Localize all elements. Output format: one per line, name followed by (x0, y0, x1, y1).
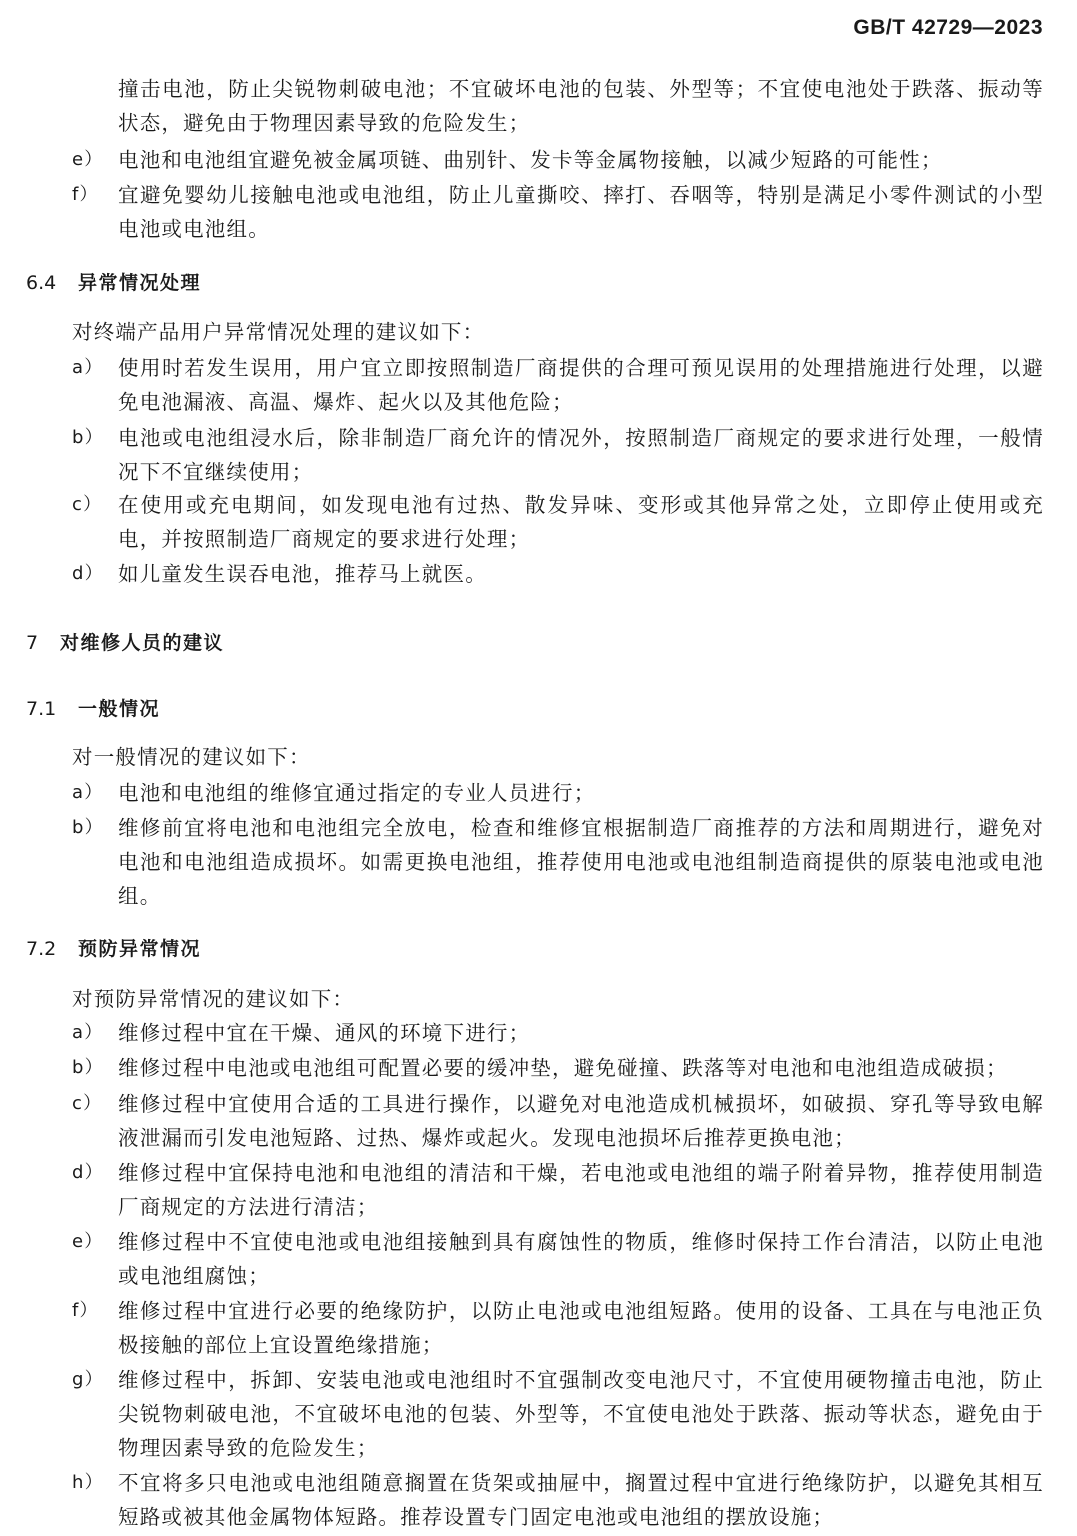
list-item (72, 1087, 1044, 1155)
list-item-text: 维修过程中宜在干燥、通风的环境下进行； (118, 1021, 531, 1045)
list-item-text: 宜避免婴幼儿接触电池或电池组，防止儿童撕咬、摔打、吞咽等，特别是满足小零件测试的小型电池或电池组。 (118, 183, 1044, 241)
section-title: 对维修人员的建议 (60, 632, 225, 654)
section-number: 6.4 (26, 272, 57, 294)
list-item-label: g） (72, 1369, 104, 1390)
list-item (72, 1225, 1044, 1293)
list-item-label: a） (72, 357, 104, 378)
section-intro: 对预防异常情况的建议如下： (72, 987, 355, 1011)
section-intro: 对一般情况的建议如下： (72, 745, 311, 769)
list-item-text: 维修前宜将电池和电池组完全放电，检查和维修宜根据制造厂商推荐的方法和周期进行，避免对电池和电池组造成损坏。如需更换电池组，推荐使用电池或电池组制造商提供的原装电池或电池组。 (118, 816, 1044, 908)
list-item-label: b） (72, 817, 104, 838)
list-item-label: b） (72, 1057, 104, 1078)
section-intro: 对终端产品用户异常情况处理的建议如下： (72, 320, 485, 344)
list-item-label: f） (72, 184, 99, 205)
section-number: 7.2 (26, 938, 57, 960)
list-item-text: 电池和电池组宜避免被金属项链、曲别针、发卡等金属物接触，以减少短路的可能性； (118, 148, 943, 172)
list-item-label: a） (72, 1022, 104, 1043)
section-heading-7-2 (26, 934, 201, 961)
list-item-text: 维修过程中宜保持电池和电池组的清洁和干燥，若电池或电池组的端子附着异物，推荐使用制造厂商规定的方法进行清洁； (118, 1161, 1044, 1219)
list-item (72, 143, 1044, 177)
list-item-label: h） (72, 1472, 104, 1493)
continued-list-item (72, 72, 1044, 140)
list-item (72, 1051, 1044, 1085)
list-item (72, 811, 1044, 913)
list-item (72, 1016, 1044, 1050)
list-item-label: d） (72, 563, 104, 584)
section-title: 一般情况 (78, 698, 161, 720)
section-heading-7-1 (26, 694, 160, 721)
section-heading-7 (26, 628, 224, 655)
list-item-text: 不宜将多只电池或电池组随意搁置在货架或抽屉中，搁置过程中宜进行绝缘防护，以避免其相互短路或被其他金属物体短路。推荐设置专门固定电池或电池组的摆放设施； (118, 1471, 1044, 1529)
list-item-label: c） (72, 1093, 103, 1114)
list-item-text: 维修过程中宜使用合适的工具进行操作，以避免对电池造成机械损坏，如破损、穿孔等导致电解液泄漏而引发电池短路、过热、爆炸或起火。发现电池损坏后推荐更换电池； (118, 1092, 1044, 1150)
list-item (72, 776, 1044, 810)
list-item-label: e） (72, 1231, 104, 1252)
section-number: 7.1 (26, 698, 57, 720)
continued-item-text: 撞击电池，防止尖锐物刺破电池；不宜破坏电池的包装、外型等；不宜使电池处于跌落、振动等状态，避免由于物理因素导致的危险发生； (118, 77, 1044, 135)
section-number: 7 (26, 632, 39, 654)
list-item-text: 电池或电池组浸水后，除非制造厂商允许的情况外，按照制造厂商规定的要求进行处理，一般情况下不宜继续使用； (118, 426, 1044, 484)
list-item-text: 维修过程中，拆卸、安装电池或电池组时不宜强制改变电池尺寸，不宜使用硬物撞击电池，防止尖锐物刺破电池，不宜破坏电池的包装、外型等，不宜使电池处于跌落、振动等状态，避免由于物理因素导致的危险发生； (118, 1368, 1044, 1460)
list-item (72, 178, 1044, 246)
list-item-label: f） (72, 1300, 99, 1321)
list-item-text: 使用时若发生误用，用户宜立即按照制造厂商提供的合理可预见误用的处理措施进行处理，以避免电池漏液、高温、爆炸、起火以及其他危险； (118, 356, 1044, 414)
list-item-label: d） (72, 1162, 104, 1183)
list-item-text: 维修过程中不宜使电池或电池组接触到具有腐蚀性的物质，维修时保持工作台清洁，以防止电池或电池组腐蚀； (118, 1230, 1044, 1288)
list-item (72, 1156, 1044, 1224)
list-item (72, 557, 1044, 591)
section-heading-6-4 (26, 268, 201, 295)
section-title: 预防异常情况 (78, 938, 202, 960)
list-item-text: 电池和电池组的维修宜通过指定的专业人员进行； (118, 781, 596, 805)
list-item (72, 421, 1044, 489)
list-item (72, 1466, 1044, 1534)
list-item-label: c） (72, 494, 103, 515)
list-item-label: b） (72, 427, 104, 448)
list-item-label: e） (72, 149, 104, 170)
list-item (72, 1363, 1044, 1465)
list-item-text: 在使用或充电期间，如发现电池有过热、散发异味、变形或其他异常之处，立即停止使用或充电，并按照制造厂商规定的要求进行处理； (118, 493, 1044, 551)
list-item (72, 488, 1044, 556)
list-item-text: 维修过程中宜进行必要的绝缘防护，以防止电池或电池组短路。使用的设备、工具在与电池正负极接触的部位上宜设置绝缘措施； (118, 1299, 1044, 1357)
list-item-text: 如儿童发生误吞电池，推荐马上就医。 (118, 562, 487, 586)
standard-number: GB/T 42729—2023 (853, 16, 1043, 39)
list-item-text: 维修过程中电池或电池组可配置必要的缓冲垫，避免碰撞、跌落等对电池和电池组造成破损； (118, 1056, 1008, 1080)
list-item (72, 1294, 1044, 1362)
list-item-label: a） (72, 782, 104, 803)
list-item (72, 351, 1044, 419)
section-title: 异常情况处理 (78, 272, 202, 294)
